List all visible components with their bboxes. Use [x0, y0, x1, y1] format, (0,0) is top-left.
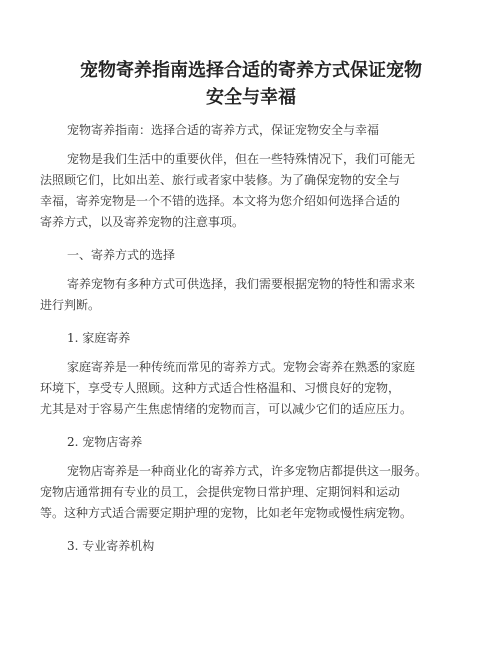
text-line: 环境下，享受专人照顾。这种方式适合性格温和、习惯良好的宠物，	[40, 381, 401, 395]
text-line: 幸福，寄养宠物是一个不错的选择。本文将为您介绍如何选择合适的	[40, 194, 401, 208]
title-line: 宠物寄养指南选择合适的寄养方式保证宠物	[80, 60, 422, 81]
text-line: 等。这种方式适合需要定期护理的宠物，比如老年宠物或慢性病宠物。	[40, 506, 413, 520]
text-line: 宠物是我们生活中的重要伙伴，但在一些特殊情况下，我们可能无	[67, 152, 416, 166]
subsection-heading	[67, 432, 459, 453]
text-line: 3. 专业寄养机构	[67, 539, 155, 553]
text-line: 家庭寄养是一种传统而常见的寄养方式。宠物会寄养在熟悉的家庭	[67, 360, 416, 374]
text-line: 尤其是对于容易产生焦虑情绪的宠物而言，可以减少它们的适应压力。	[40, 402, 413, 416]
body-paragraph	[40, 274, 459, 316]
text-line: 寄养宠物有多种方式可供选择，我们需要根据宠物的特性和需求来	[67, 277, 416, 291]
intro-paragraph	[40, 149, 459, 233]
text-line: 进行判断。	[40, 298, 101, 312]
text-line: 宠物寄养指南：选择合适的寄养方式，保证宠物安全与幸福	[67, 123, 380, 137]
subsection-heading	[67, 328, 459, 349]
text-line: 法照顾它们，比如出差、旅行或者家中装修。为了确保宠物的安全与	[40, 173, 401, 187]
body-paragraph	[40, 461, 459, 524]
text-line: 1. 家庭寄养	[67, 331, 131, 345]
section-heading	[67, 245, 459, 266]
subtitle-paragraph	[67, 120, 459, 141]
title-line: 安全与幸福	[206, 87, 296, 108]
text-line: 2. 宠物店寄养	[67, 435, 143, 449]
text-line: 宠物店寄养是一种商业化的寄养方式，许多宠物店都提供这一服务。	[67, 464, 428, 478]
document-title	[40, 57, 462, 111]
subsection-heading	[67, 536, 459, 557]
text-line: 寄养方式，以及寄养宠物的注意事项。	[40, 215, 245, 229]
text-line: 宠物店通常拥有专业的员工，会提供宠物日常护理、定期饲料和运动	[40, 485, 401, 499]
body-paragraph	[40, 357, 459, 420]
text-line: 一、寄养方式的选择	[67, 248, 176, 262]
